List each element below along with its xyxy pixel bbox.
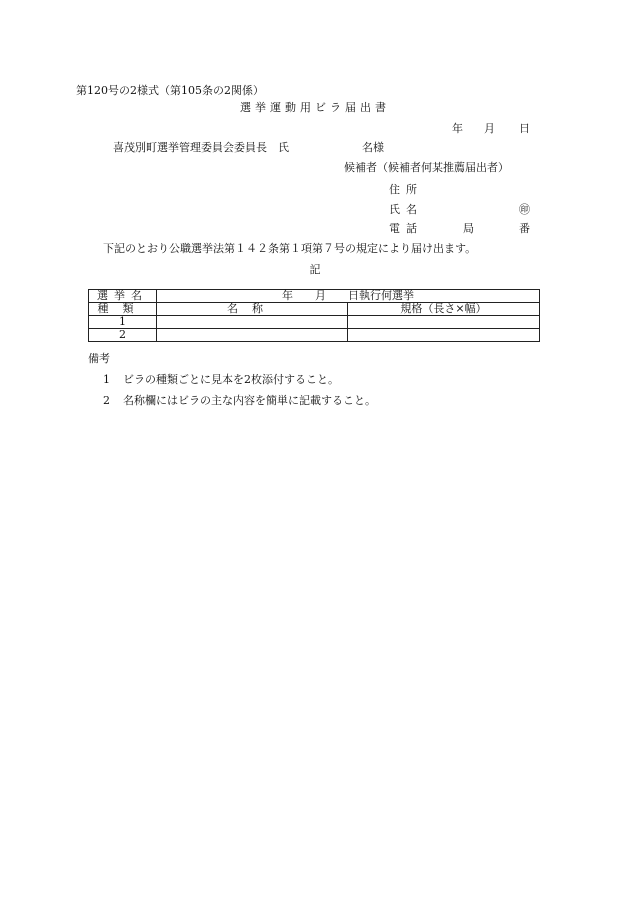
date-year-label: 年 — [452, 122, 463, 135]
applicant-role: 候補者（候補者何某推薦届出者） — [344, 161, 509, 174]
remark-number: 2 — [103, 394, 110, 407]
remark-item — [103, 394, 376, 408]
remark-item — [103, 373, 339, 387]
table-row — [89, 290, 540, 303]
leaflet-table — [88, 289, 540, 342]
remark-number: 1 — [103, 373, 110, 386]
name-column-header: 名称 — [157, 303, 348, 316]
row-number-cell: 1 — [89, 316, 157, 329]
spec-cell[interactable] — [348, 329, 540, 342]
statement: 下記のとおり公職選挙法第１４２条第１項第７号の規定により届け出ます。 — [103, 242, 477, 255]
remark-text: 名称欄にはビラの主な内容を簡単に記載すること。 — [123, 394, 376, 407]
addressee-honorific: 名様 — [362, 141, 384, 154]
phone-exchange-label: 局 — [463, 222, 474, 235]
election-label-cell: 選挙名 — [89, 290, 157, 303]
ki-heading: 記 — [309, 263, 321, 276]
name-cell[interactable] — [157, 329, 348, 342]
row-number-cell: 2 — [89, 329, 157, 342]
phone-label: 電話 — [389, 222, 423, 235]
table-row — [89, 329, 540, 342]
table-row — [89, 316, 540, 329]
election-value-cell: 年 月 日執行何選挙 — [157, 290, 540, 303]
addressee: 喜茂別町選挙管理委員会委員長 氏 — [113, 141, 289, 154]
table-row — [89, 303, 540, 316]
address-label: 住所 — [389, 183, 423, 196]
spec-cell[interactable] — [348, 316, 540, 329]
name-label: 氏名 — [389, 203, 423, 216]
phone-number-label: 番 — [519, 222, 530, 235]
seal-mark-icon: ㊞ — [519, 203, 530, 216]
date-month-label: 月 — [484, 122, 495, 135]
date-day-label: 日 — [519, 122, 530, 135]
form-number: 第120号の2様式（第105条の2関係） — [76, 84, 264, 97]
name-cell[interactable] — [157, 316, 348, 329]
document-title: 選挙運動用ビラ届出書 — [240, 101, 390, 114]
type-label-cell: 種類 — [89, 303, 157, 316]
remark-text: ビラの種類ごとに見本を2枚添付すること。 — [123, 373, 339, 386]
remarks-title: 備考 — [88, 352, 110, 365]
spec-column-header: 規格（長さ×幅） — [348, 303, 540, 316]
